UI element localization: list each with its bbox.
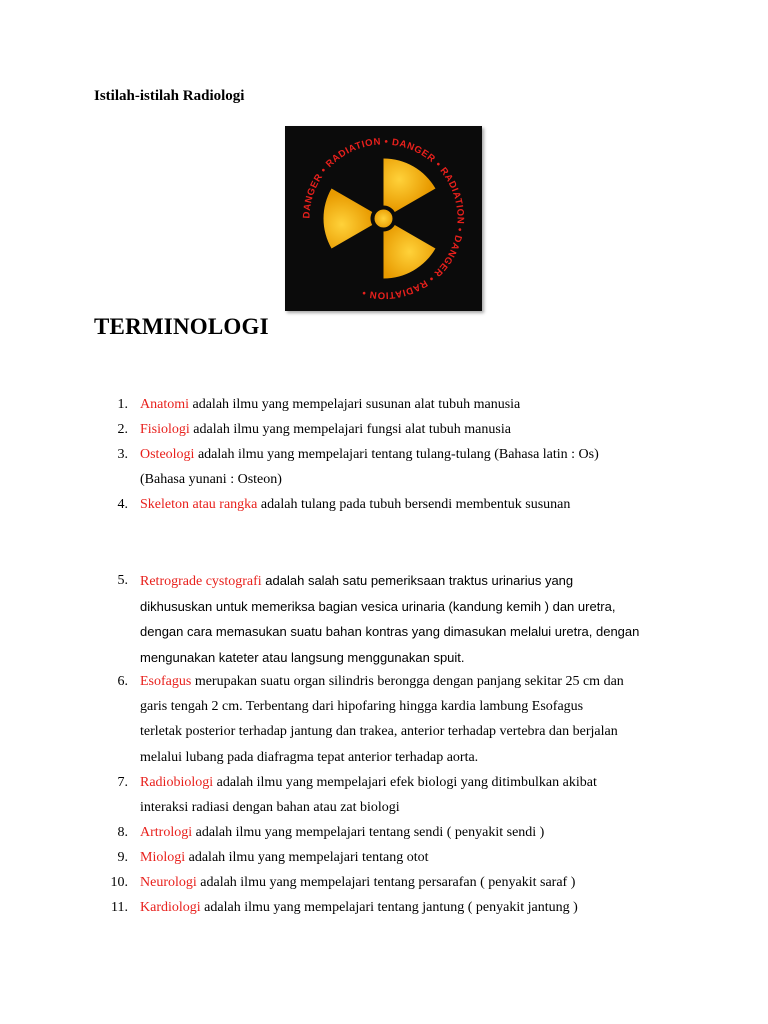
term-label: Anatomi	[140, 397, 189, 412]
term-label: Skeleton atau rangka	[140, 497, 258, 512]
radiation-ring-text: DANGER • RADIATION • DANGER • RADIATION • DANGER • RADIATION •	[301, 136, 466, 301]
term-label: Esofagus	[140, 674, 192, 689]
term-definition: adalah ilmu yang mempelajari tentang sendi ( penyakit sendi )	[192, 825, 545, 840]
term-label: Radiobiologi	[140, 775, 214, 790]
term-label: Retrograde cystografi	[140, 574, 262, 589]
term-definition: interaksi radiasi dengan bahan atau zat biologi	[140, 800, 400, 816]
term-definition: adalah ilmu yang mempelajari efek biologi yang ditimbulkan akibat	[213, 775, 597, 790]
term-label: Miologi	[140, 850, 186, 865]
item-number: 4.	[117, 497, 128, 512]
item-number: 8.	[117, 825, 128, 840]
item-number: 9.	[117, 850, 128, 865]
term-definition: adalah tulang pada tubuh bersendi membentuk susunan	[257, 497, 571, 512]
term-label: Neurologi	[140, 875, 197, 890]
term-definition: adalah ilmu yang mempelajari tentang jantung ( penyakit jantung )	[200, 900, 578, 915]
item-number: 6.	[117, 674, 128, 689]
item-number: 2.	[117, 422, 128, 437]
term-definition: mengunakan kateter atau langsung menggunakan spuit.	[140, 649, 465, 665]
item-number: 11.	[111, 900, 128, 915]
item-number: 3.	[117, 447, 128, 462]
radiation-danger-image	[285, 126, 482, 311]
item-number: 10.	[110, 875, 128, 890]
radiation-hazard-icon	[285, 126, 482, 311]
document-subtitle: Istilah-istilah Radiologi	[94, 88, 245, 104]
term-label: Fisiologi	[140, 422, 190, 437]
term-definition: merupakan suatu organ silindris berongga dengan panjang sekitar 25 cm dan	[191, 674, 624, 689]
term-definition: (Bahasa yunani : Osteon)	[140, 472, 282, 488]
term-definition: adalah ilmu yang mempelajari susunan alat tubuh manusia	[189, 397, 521, 412]
term-definition: adalah ilmu yang mempelajari tentang tulang-tulang (Bahasa latin : Os)	[194, 447, 599, 462]
term-definition: dikhususkan untuk memeriksa bagian vesica urinaria (kandung kemih ) dan uretra,	[140, 599, 616, 615]
term-definition: adalah salah satu pemeriksaan traktus urinarius yang	[261, 573, 574, 588]
section-heading: TERMINOLOGI	[94, 314, 269, 339]
item-number: 7.	[117, 775, 128, 790]
item-number: 1.	[117, 397, 128, 412]
term-label: Kardiologi	[140, 900, 201, 915]
term-definition: garis tengah 2 cm. Terbentang dari hipofaring hingga kardia lambung Esofagus	[140, 699, 584, 715]
term-label: Artrologi	[140, 825, 193, 840]
term-definition: dengan cara memasukan suatu bahan kontras yang dimasukan melalui uretra, dengan	[140, 624, 640, 640]
item-number: 5.	[117, 573, 128, 588]
term-definition: adalah ilmu yang mempelajari tentang persarafan ( penyakit saraf )	[196, 875, 576, 890]
term-label: Osteologi	[140, 447, 195, 462]
term-definition: terletak posterior terhadap jantung dan trakea, anterior terhadap vertebra dan berjalan	[140, 724, 618, 740]
term-definition: adalah ilmu yang mempelajari fungsi alat tubuh manusia	[189, 422, 511, 437]
trefoil-blades	[306, 144, 436, 279]
term-definition: melalui lubang pada diafragma tepat anterior terhadap aorta.	[140, 749, 479, 765]
term-definition: adalah ilmu yang mempelajari tentang otot	[185, 850, 429, 865]
